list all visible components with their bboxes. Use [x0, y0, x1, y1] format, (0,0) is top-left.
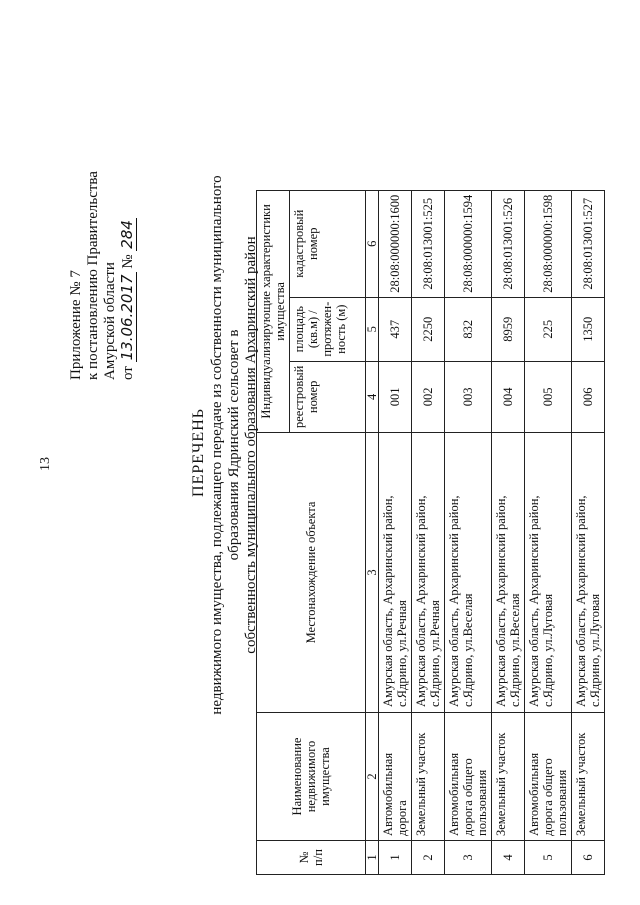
row-registry: 001 [379, 361, 412, 432]
column-number: 5 [366, 297, 379, 361]
row-registry: 004 [492, 361, 525, 432]
row-location [492, 433, 525, 713]
document-title: ПЕРЕЧЕНЬ [190, 408, 207, 497]
location-line-1: Амурская область, Архаринский район, [447, 495, 461, 707]
header-location: Местонахождение объекта [257, 433, 366, 713]
header-area: площадь (кв.м) / протяжен-ность (м) [290, 297, 366, 361]
location-line-1: Амурская область, Архаринский район, [527, 495, 541, 707]
location-line-2: с.Ядрино, ул.Луговая [541, 593, 555, 707]
row-num: 4 [492, 841, 525, 875]
header-row-top [257, 190, 290, 874]
header-num: № п/п [257, 841, 366, 875]
row-num: 3 [445, 841, 492, 875]
header-cadastral: кадастровый номер [290, 190, 366, 297]
property-table [256, 190, 605, 875]
header-characteristics: Индивидуализирующие характеристики имущества [257, 190, 290, 432]
table-row [412, 190, 445, 874]
number-value: 284 [118, 220, 136, 249]
subtitle-line-2: собственность муниципального образования Архаринский район [243, 236, 259, 654]
column-number: 2 [366, 713, 379, 841]
table-row [525, 190, 572, 874]
row-location [445, 433, 492, 713]
appendix-line-2: к постановлению Правительства [85, 171, 101, 380]
row-name: Земельный участок [492, 713, 525, 841]
row-area: 832 [445, 297, 492, 361]
row-registry: 006 [572, 361, 605, 432]
row-cadastral: 28:08:000000:1600 [379, 190, 412, 297]
row-area: 437 [379, 297, 412, 361]
row-location [379, 433, 412, 713]
appendix-block [68, 171, 137, 380]
column-number: 4 [366, 361, 379, 432]
row-name: Автомобильная дорога [379, 713, 412, 841]
location-line-2: с.Ядрино, ул.Речная [428, 600, 442, 707]
row-area: 1350 [572, 297, 605, 361]
subtitle-line-1: недвижимого имущества, подлежащего передаче из собственности муниципального образования Ядринский сельсовет в [209, 175, 242, 715]
column-number-row [366, 190, 379, 874]
row-registry: 002 [412, 361, 445, 432]
row-location [525, 433, 572, 713]
row-location [412, 433, 445, 713]
row-num: 6 [572, 841, 605, 875]
number-prefix: № [120, 254, 136, 269]
row-area: 2250 [412, 297, 445, 361]
row-cadastral: 28:08:013001:526 [492, 190, 525, 297]
row-num: 5 [525, 841, 572, 875]
row-cadastral: 28:08:013001:527 [572, 190, 605, 297]
appendix-date-line [119, 171, 137, 380]
column-number: 3 [366, 433, 379, 713]
header-registry: реестровый номер [290, 361, 366, 432]
row-num: 1 [379, 841, 412, 875]
row-registry: 005 [525, 361, 572, 432]
table-row [379, 190, 412, 874]
document-subtitle [209, 135, 260, 755]
table-row [445, 190, 492, 874]
location-line-2: с.Ядрино, ул.Луговая [588, 593, 602, 707]
row-num: 2 [412, 841, 445, 875]
column-number: 6 [366, 190, 379, 297]
table-row [572, 190, 605, 874]
location-line-2: с.Ядрино, ул.Речная [395, 600, 409, 707]
column-number: 1 [366, 841, 379, 875]
row-registry: 003 [445, 361, 492, 432]
row-name: Земельный участок [572, 713, 605, 841]
date-prefix: от [120, 366, 136, 380]
row-cadastral: 28:08:000000:1594 [445, 190, 492, 297]
location-line-1: Амурская область, Архаринский район, [414, 495, 428, 707]
row-cadastral: 28:08:013001:525 [412, 190, 445, 297]
location-line-1: Амурская область, Архаринский район, [574, 495, 588, 707]
appendix-line-3: Амурской области [102, 262, 118, 380]
header-name: Наименование недвижимого имущества [257, 713, 366, 841]
location-line-1: Амурская область, Архаринский район, [494, 495, 508, 707]
row-name: Земельный участок [412, 713, 445, 841]
row-name: Автомобильная дорога общего пользования [525, 713, 572, 841]
location-line-1: Амурская область, Архаринский район, [381, 495, 395, 707]
appendix-line-1: Приложение № 7 [68, 270, 84, 380]
date-value: 13.06.2017 [118, 274, 136, 361]
location-line-2: с.Ядрино, ул.Веселая [508, 593, 522, 707]
row-area: 8959 [492, 297, 525, 361]
row-location [572, 433, 605, 713]
location-line-2: с.Ядрино, ул.Веселая [461, 593, 475, 707]
row-name: Автомобильная дорога общего пользования [445, 713, 492, 841]
page-number: 13 [38, 457, 53, 471]
table-row [492, 190, 525, 874]
row-cadastral: 28:08:000000:1598 [525, 190, 572, 297]
row-area: 225 [525, 297, 572, 361]
